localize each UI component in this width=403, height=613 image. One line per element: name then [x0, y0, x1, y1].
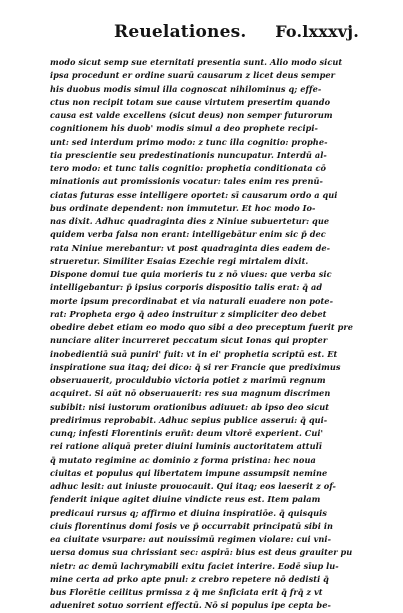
text-line: Dispone domui tue quia morieris tu z nō viues: que verba sic: [50, 269, 332, 279]
text-line: his duobus modis simul illa cognoscat nihilominus q; effe-: [50, 83, 322, 94]
text-line: adhuc lesit: aut iniuste prouocauit. Qui itaq; eos laeserit z of-: [50, 481, 336, 491]
text-line: ipsa procedunt er ordine suarū causarum z licet deus semper: [50, 70, 336, 81]
text-line: mine certa ad prko apte pnul: z crebro repetere nō dedisti q̄: [50, 573, 329, 584]
text-line: ea ciuitate vsurpare: aut nouissimū regimen violare: cui vni-: [50, 534, 332, 544]
text-line: acquiret. Si aūt nō obseruauerit: res sua magnum discrimen: [50, 388, 331, 399]
text-line: rata Niniue merebantur: vt post quadraginta dies eadem de-: [50, 242, 331, 253]
text-line: predirimus reprobabit. Adhuc sepius publice asserui: q̄ qui-: [50, 414, 328, 425]
text-line: rei ratione aliquā preter diuini luminis auctoritatem attulī: [50, 441, 322, 452]
text-line: bus Florētie ceilitus prmissa z q̄ me s̄nficiata erit q̄ frq̄ z vt: [50, 587, 323, 597]
body-text: [50, 56, 367, 613]
text-line: rat: Propheta ergo q̄ adeo instruitur z simpliciter deo debet: [50, 308, 327, 319]
running-title: Reuelationes.: [114, 22, 247, 42]
text-line: modo sicut semp sue eternitati presentia sunt. Alio modo sicut: [50, 57, 343, 67]
text-line: ctus non recipit totam sue cause virtutem presertim quando: [50, 96, 331, 107]
text-line: adueniret sotuo sorrient effectū. Nō si populus ipe cepta be-: [50, 600, 331, 611]
text-line: obedire debet etiam eo modo quo sibi a deo preceptum fuerit pre: [50, 322, 354, 332]
text-line: strueretur. Similiter Esaias Ezechie regi mirtalem dixit.: [50, 255, 309, 266]
text-line: causa est valde excellens (sicut deus) non semper futurorum: [50, 110, 333, 120]
text-line: ciatas futuras esse intelligere oportet: sī causarum ordo a qui: [50, 189, 338, 200]
text-line: tia prescientie seu predestinationis nuncupatur. Interdū al-: [50, 149, 327, 160]
page-header: [50, 22, 367, 56]
text-line: nas dixit. Adhuc quadraginta dies z Niniue subuertetur: que: [50, 216, 330, 226]
text-line: ciuitas et populus qui libertatem impune assumpsit nemine: [50, 467, 328, 478]
text-line: tero modo: et tunc talis cognitio: prophetia conditionata cō: [50, 163, 327, 173]
text-line: nietr: ac demū lachrymabili exitu faciet interire. Eodē sīup lu-: [50, 560, 339, 571]
text-line: inspiratione sua itaq; dei dico: q̄ si rer Francie que prediximus: [50, 361, 341, 372]
text-line: cognitionem his duob' modis simul a deo prophete recipi-: [50, 123, 319, 134]
text-line: cunq; infesti Florentinis eruñt: deum vltorē experient. Cui': [50, 428, 324, 438]
text-line: ciuis florentinus domi fosis ve p̄ occurrabit principatū sibi in: [50, 520, 334, 531]
text-line: intelligebantur: p̄ ipsius corporis dispositio talis erat: q̄ ad: [50, 282, 323, 293]
text-line: uersa domus sua chrissiant sec: aspirā: bius est deus grauiter pu: [50, 547, 353, 558]
text-line: quidem verba falsa non erant: intelligebātur enim sic p̄ dec: [50, 229, 326, 240]
text-line: predicaui rursus q; affirmo et diuina inspiratiōe. q̄ quisquis: [50, 507, 327, 518]
text-line: subibit: nisi iustorum orationibus adiuuet: ab ipso deo sicut: [50, 401, 330, 412]
text-line: obseruauerit, proculdubio victoria potiet z marimū regnum: [50, 375, 326, 385]
text-line: q̄ mutato regimine ac dominio z forma pristina: hec noua: [50, 454, 316, 465]
text-line: nunciare aliter incurreret peccatum sicut Ionas qui propter: [50, 335, 328, 346]
text-line: inobedientiā suā puniri' fuit: vt in ei' prophetia scriptū est. Et: [50, 348, 338, 359]
text-line: bus ordinate dependent: non immutetur. Et hoc modo Io-: [50, 202, 316, 213]
text-line: unt: sed interdum primo modo: z tunc illa cognitio: prophe-: [50, 136, 328, 147]
text-line: morte ipsum precordinabat et via naturali euadere non pote-: [50, 295, 334, 306]
folio-number: Fo.lxxxvj.: [275, 22, 359, 41]
text-line: fenderit inique agitet diuine vindicte reus est. Item palam: [50, 494, 321, 505]
text-line: minationis aut promissionis vocatur: tales enim res prenū-: [50, 176, 323, 187]
